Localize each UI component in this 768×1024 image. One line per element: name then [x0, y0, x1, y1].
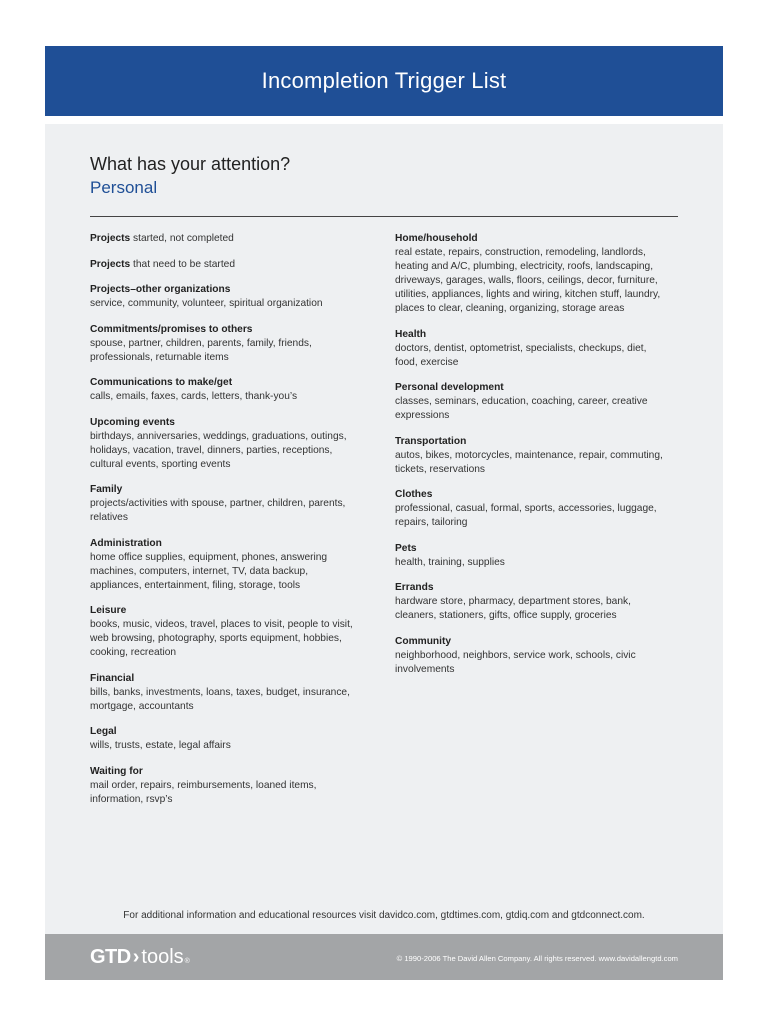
- item-desc: wills, trusts, estate, legal affairs: [90, 740, 231, 751]
- registered-mark: ®: [184, 958, 190, 965]
- item-title: Community: [395, 635, 452, 647]
- list-item: [90, 323, 360, 365]
- list-item: [395, 542, 667, 570]
- list-item: [395, 635, 667, 677]
- page-title: Incompletion Trigger List: [261, 68, 507, 93]
- logo-wordmark-light: tools: [141, 946, 184, 968]
- item-desc: bills, banks, investments, loans, taxes, budget, insurance, mortgage, accountants: [90, 686, 350, 712]
- footer-note: For additional information and educational resources visit davidco.com, gtdtimes.com, gtdiq.com and gtdconnect.com.: [123, 910, 645, 921]
- list-item: [395, 488, 667, 530]
- item-title: Errands: [395, 582, 434, 593]
- list-item: [395, 581, 667, 623]
- item-title: Leisure: [90, 605, 127, 616]
- list-item: [395, 435, 667, 477]
- item-desc: neighborhood, neighbors, service work, schools, civic involvements: [395, 649, 636, 675]
- item-title: Administration: [90, 537, 162, 549]
- list-item: [395, 328, 667, 370]
- item-title: Communications to make/get: [90, 377, 233, 388]
- item-desc: professional, casual, formal, sports, accessories, luggage, repairs, tailoring: [395, 503, 657, 528]
- section-heading: Personal: [90, 178, 158, 197]
- list-item: [90, 672, 360, 714]
- chevron-right-icon: ›: [132, 946, 140, 968]
- item-desc: that need to be started: [130, 258, 235, 270]
- item-desc: service, community, volunteer, spiritual organization: [90, 298, 323, 309]
- gtd-tools-logo: [90, 946, 190, 969]
- item-title: Legal: [90, 726, 117, 737]
- item-title: Upcoming events: [90, 416, 175, 428]
- left-column: [90, 232, 360, 818]
- item-title: Waiting for: [90, 765, 143, 777]
- item-title: Projects: [90, 233, 131, 244]
- item-desc: real estate, repairs, construction, remodeling, landlords, heating and A/C, plumbing, electricity, roofs, landscaping, driveways, garages, walls, floors, ceilings, decor, furniture, utilities, appliances, lights and wiring, kitchen stuff, laundry, places to clear, cleaning, organizing, storage areas: [395, 247, 661, 314]
- list-item: [90, 765, 360, 807]
- footer-bar: [45, 934, 723, 980]
- copyright-text: © 1990-2006 The David Allen Company. All rights reserved. www.davidallengtd.com: [396, 954, 678, 963]
- list-item: [90, 416, 360, 472]
- item-title: Projects–other organizations: [90, 284, 231, 295]
- question-heading: What has your attention?: [90, 154, 291, 174]
- list-item: [90, 232, 360, 246]
- item-desc: calls, emails, faxes, cards, letters, thank-you’s: [90, 391, 298, 402]
- list-item: [395, 232, 667, 316]
- item-desc: doctors, dentist, optometrist, specialists, checkups, diet, food, exercise: [395, 342, 647, 368]
- item-title: Transportation: [395, 435, 467, 447]
- item-title: Financial: [90, 672, 135, 684]
- list-item: [90, 604, 360, 660]
- list-item: [90, 725, 360, 753]
- logo-wordmark-bold: GTD: [90, 946, 131, 968]
- item-title: Home/household: [395, 233, 478, 244]
- list-item: [90, 537, 360, 593]
- item-desc: home office supplies, equipment, phones, answering machines, computers, internet, TV, data backup, appliances, entertainment, filing, storage, tools: [90, 551, 328, 591]
- item-desc: spouse, partner, children, parents, family, friends, professionals, returnable items: [90, 337, 312, 363]
- list-item: [90, 283, 360, 311]
- title-banner: [45, 46, 723, 116]
- item-title: Family: [90, 484, 123, 495]
- item-desc: mail order, repairs, reimbursements, loaned items, information, rsvp’s: [90, 779, 317, 805]
- item-title: Health: [395, 328, 427, 340]
- item-desc: autos, bikes, motorcycles, maintenance, repair, commuting, tickets, reservations: [395, 449, 663, 475]
- banner-gap: [45, 116, 723, 124]
- item-title: Pets: [395, 542, 417, 554]
- item-title: Clothes: [395, 489, 433, 500]
- divider: [90, 216, 678, 217]
- document-sheet: [45, 46, 723, 980]
- list-item: [395, 381, 667, 423]
- item-title: Commitments/promises to others: [90, 323, 253, 335]
- item-title: Projects: [90, 258, 131, 270]
- item-desc: books, music, videos, travel, places to visit, people to visit, web browsing, photography, sports equipment, hobbies, cooking, recreation: [90, 619, 353, 658]
- item-desc: hardware store, pharmacy, department stores, bank, cleaners, stationers, gifts, office supply, groceries: [395, 596, 631, 621]
- list-item: [90, 483, 360, 525]
- item-desc: birthdays, anniversaries, weddings, graduations, outings, holidays, vacation, travel, dinners, parties, receptions, cultural events, sporting events: [90, 430, 347, 470]
- item-desc: projects/activities with spouse, partner, children, parents, relatives: [90, 498, 346, 523]
- item-desc: started, not completed: [130, 233, 234, 244]
- item-desc: health, training, supplies: [395, 556, 505, 568]
- list-item: [90, 258, 360, 272]
- item-desc: classes, seminars, education, coaching, career, creative expressions: [395, 396, 648, 421]
- item-title: Personal development: [395, 382, 504, 393]
- right-column: [395, 232, 667, 688]
- list-item: [90, 376, 360, 404]
